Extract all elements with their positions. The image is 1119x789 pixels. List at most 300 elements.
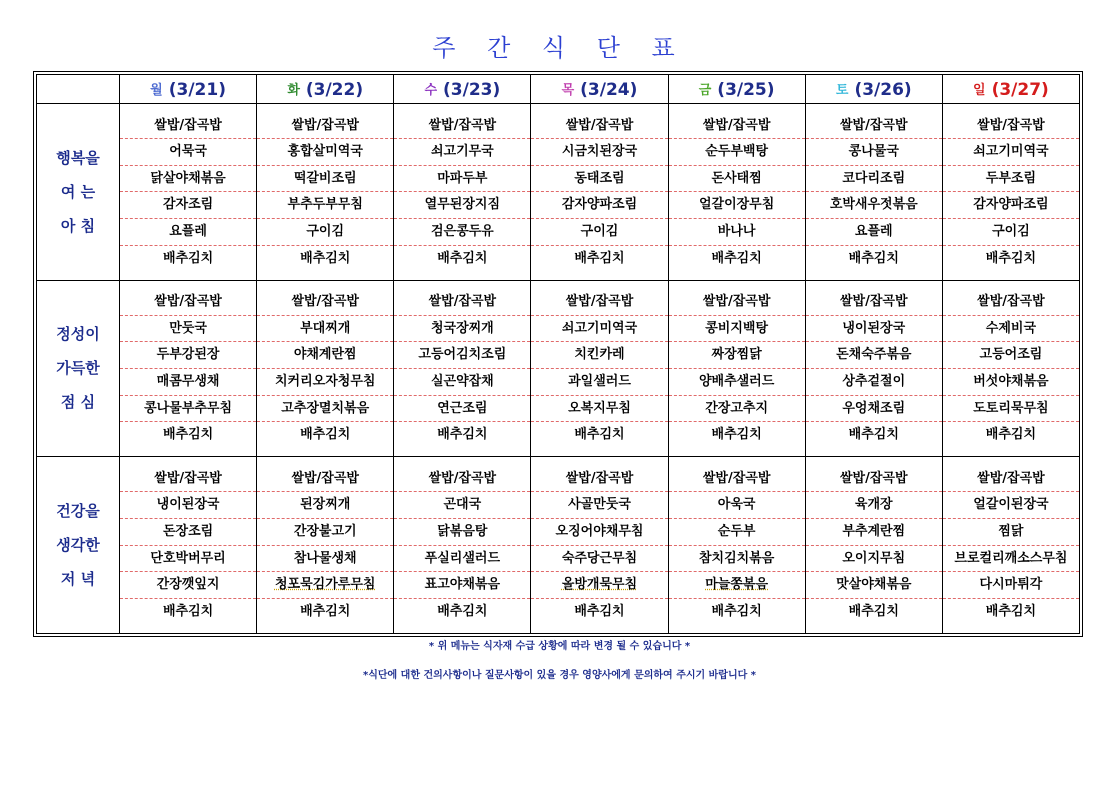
- menu-item: [806, 113, 942, 140]
- menu-item-text: 브로컬리깨소스무침: [954, 550, 1068, 566]
- menu-item: [943, 546, 1079, 573]
- day-date: (3/23): [443, 79, 501, 100]
- menu-item: [531, 519, 667, 546]
- menu-table-frame: [33, 71, 1083, 637]
- menu-item: [394, 192, 530, 219]
- menu-item-text: 배추김치: [848, 250, 899, 266]
- menu-item: [806, 192, 942, 219]
- menu-item-text: 배추김치: [162, 427, 214, 443]
- menu-item: [257, 139, 393, 166]
- menu-item-text: 올방개묵무침: [561, 577, 638, 593]
- menu-item: [120, 192, 256, 219]
- day-header-4: [668, 75, 805, 104]
- menu-cell: [257, 104, 394, 281]
- menu-item: [531, 289, 667, 316]
- menu-item: [120, 519, 256, 546]
- menu-item: [394, 519, 530, 546]
- menu-item: [531, 492, 667, 519]
- menu-cell: [942, 280, 1079, 457]
- day-date: (3/21): [168, 79, 226, 100]
- menu-item: [806, 166, 942, 193]
- menu-item-text: 육개장: [854, 497, 893, 513]
- weekly-menu-table: [36, 74, 1080, 634]
- menu-cell: [120, 457, 257, 634]
- menu-item: [669, 546, 805, 573]
- meal-row: [37, 457, 1080, 634]
- meal-label-line: 생각한: [56, 536, 100, 555]
- menu-item: [806, 422, 942, 448]
- menu-item-text: 부대찌개: [300, 320, 351, 336]
- menu-item: [120, 572, 256, 599]
- menu-item-text: 간장불고기: [293, 524, 357, 540]
- menu-item: [120, 139, 256, 166]
- menu-item-text: 얼갈이된장국: [973, 497, 1049, 513]
- menu-item-text: 바나나: [717, 223, 756, 239]
- menu-item: [806, 572, 942, 599]
- menu-item-text: 표고야채볶음: [424, 577, 501, 593]
- menu-item-text: 고등어조림: [979, 347, 1043, 363]
- menu-item: [531, 369, 667, 396]
- menu-item: [806, 599, 942, 625]
- menu-item: [669, 396, 805, 423]
- menu-item-text: 배추김치: [574, 427, 625, 443]
- menu-item-text: 쌀밥/잡곡밥: [154, 470, 222, 486]
- day-badge-icon: 일: [973, 82, 986, 98]
- menu-item-text: 쌀밥/잡곡밥: [428, 470, 497, 486]
- menu-item: [120, 246, 256, 272]
- menu-item: [669, 466, 805, 493]
- header-row: [37, 75, 1080, 104]
- menu-item-text: 쌀밥/잡곡밥: [840, 470, 908, 486]
- menu-item: [943, 599, 1079, 625]
- menu-cell: [805, 104, 942, 281]
- menu-item-text: 닭볶음탕: [437, 524, 488, 540]
- menu-item: [669, 519, 805, 546]
- menu-item-text: 두부조림: [985, 170, 1037, 186]
- menu-item: [394, 422, 530, 448]
- menu-item: [806, 139, 942, 166]
- menu-item-text: 쌀밥/잡곡밥: [840, 117, 908, 133]
- menu-item-text: 배추김치: [848, 603, 899, 619]
- menu-item: [394, 246, 530, 272]
- menu-item: [943, 422, 1079, 448]
- menu-item-text: 쌀밥/잡곡밥: [977, 294, 1045, 310]
- menu-item-text: 쇠고기미역국: [973, 144, 1049, 160]
- menu-item-text: 쇠고기무국: [430, 144, 494, 160]
- menu-item: [257, 519, 393, 546]
- menu-item: [806, 519, 942, 546]
- menu-item-text: 과일샐러드: [568, 373, 631, 389]
- menu-item-text: 냉이된장국: [842, 320, 906, 336]
- menu-item-text: 순두부: [717, 524, 756, 540]
- menu-item: [257, 246, 393, 272]
- menu-item-text: 코다리조림: [842, 170, 906, 186]
- menu-item-text: 배추김치: [574, 250, 625, 266]
- menu-item-text: 쌀밥/잡곡밥: [977, 117, 1045, 133]
- menu-item: [531, 396, 667, 423]
- menu-cell: [668, 280, 805, 457]
- menu-item: [943, 572, 1079, 599]
- day-badge-icon: 월: [150, 82, 163, 98]
- menu-item: [257, 492, 393, 519]
- menu-item: [120, 289, 256, 316]
- day-date: (3/27): [991, 79, 1049, 100]
- menu-item-text: 마늘쫑볶음: [705, 577, 769, 593]
- menu-item: [531, 246, 667, 272]
- menu-item: [120, 113, 256, 140]
- menu-item-text: 배추김치: [162, 603, 214, 619]
- menu-item-text: 부추계란찜: [842, 524, 906, 540]
- menu-item-text: 배추김치: [300, 427, 351, 443]
- menu-item: [943, 166, 1079, 193]
- menu-item-text: 배추김치: [300, 603, 351, 619]
- menu-item: [943, 492, 1079, 519]
- menu-cell: [394, 104, 531, 281]
- menu-item-text: 돈장조림: [162, 524, 214, 540]
- menu-item: [531, 316, 667, 343]
- menu-item-text: 오복지무침: [568, 400, 631, 416]
- menu-cell: [805, 280, 942, 457]
- menu-item-text: 치킨카레: [574, 347, 625, 363]
- menu-item: [257, 572, 393, 599]
- menu-item: [257, 342, 393, 369]
- menu-item: [806, 466, 942, 493]
- day-header-2: [394, 75, 531, 104]
- menu-item: [394, 396, 530, 423]
- menu-cell: [394, 280, 531, 457]
- day-header-1: [257, 75, 394, 104]
- menu-item-text: 연근조림: [437, 400, 488, 416]
- day-header-0: [120, 75, 257, 104]
- menu-item: [943, 113, 1079, 140]
- menu-item-text: 쌀밥/잡곡밥: [428, 117, 497, 133]
- day-date: (3/22): [305, 79, 364, 100]
- menu-item-text: 단호박버무리: [150, 550, 226, 566]
- menu-item: [257, 113, 393, 140]
- menu-item: [394, 113, 530, 140]
- menu-item-text: 쌀밥/잡곡밥: [291, 470, 359, 486]
- menu-item-text: 배추김치: [985, 603, 1037, 619]
- menu-item: [669, 422, 805, 448]
- menu-item-text: 쌀밥/잡곡밥: [702, 294, 771, 310]
- day-badge-icon: 토: [835, 82, 849, 98]
- menu-cell: [668, 104, 805, 281]
- meal-label-line: 행복을: [56, 148, 100, 167]
- menu-item: [120, 466, 256, 493]
- menu-item-text: 냉이된장국: [156, 497, 220, 513]
- menu-item: [943, 192, 1079, 219]
- menu-item-text: 짜장찜닭: [711, 347, 762, 363]
- menu-item: [531, 219, 667, 246]
- menu-item-text: 쌀밥/잡곡밥: [702, 470, 771, 486]
- menu-item: [669, 369, 805, 396]
- menu-item: [943, 139, 1079, 166]
- menu-item-text: 우엉채조림: [842, 400, 906, 416]
- meal-label-line: 저 녁: [60, 570, 96, 589]
- menu-item-text: 청포묵김가루무침: [274, 577, 376, 593]
- menu-item: [120, 546, 256, 573]
- menu-item-text: 쌀밥/잡곡밥: [565, 470, 634, 486]
- menu-item-text: 얼갈이장무침: [698, 197, 775, 213]
- menu-item-text: 만둣국: [169, 320, 207, 336]
- menu-item-text: 구이김: [580, 223, 619, 239]
- menu-item: [669, 192, 805, 219]
- menu-item-text: 홍합살미역국: [287, 144, 363, 160]
- menu-item-text: 구이김: [992, 223, 1030, 239]
- menu-item: [943, 316, 1079, 343]
- menu-item-text: 쌀밥/잡곡밥: [154, 117, 222, 133]
- menu-item: [943, 396, 1079, 423]
- menu-item: [257, 289, 393, 316]
- menu-item-text: 감자조림: [162, 197, 214, 213]
- menu-item-text: 콩나물부추무침: [144, 400, 233, 416]
- menu-item: [257, 369, 393, 396]
- menu-item: [257, 599, 393, 625]
- menu-item: [531, 599, 667, 625]
- menu-item-text: 배추김치: [300, 250, 351, 266]
- menu-item: [531, 422, 667, 448]
- menu-item-text: 버섯야채볶음: [973, 373, 1049, 389]
- meal-label-line: 가득한: [56, 359, 100, 378]
- menu-item: [943, 342, 1079, 369]
- menu-item: [120, 492, 256, 519]
- menu-item: [943, 289, 1079, 316]
- menu-item-text: 오징어야채무침: [555, 524, 644, 540]
- menu-item-text: 참치김치볶음: [698, 550, 775, 566]
- menu-item-text: 치커리오자청무침: [274, 373, 376, 389]
- menu-item: [531, 546, 667, 573]
- note-inquiry-notice: *식단에 대한 건의사항이나 질문사항이 있을 경우 영양사에게 문의하여 주시기 바랍니다 *: [362, 670, 757, 681]
- menu-item-text: 시금치된장국: [561, 144, 638, 160]
- day-badge-icon: 금: [698, 82, 712, 98]
- menu-item-text: 쇠고기미역국: [561, 320, 638, 336]
- menu-item-text: 다시마튀각: [979, 577, 1043, 593]
- menu-item: [394, 289, 530, 316]
- menu-item: [531, 166, 667, 193]
- menu-item-text: 맛살야채볶음: [836, 577, 912, 593]
- menu-item: [257, 396, 393, 423]
- meal-label-line: 건강을: [56, 502, 100, 521]
- menu-item: [120, 166, 256, 193]
- menu-item-text: 곤대국: [443, 497, 482, 513]
- meal-row: [37, 104, 1080, 281]
- menu-item-text: 쌀밥/잡곡밥: [840, 294, 908, 310]
- menu-item: [531, 139, 667, 166]
- menu-item: [806, 289, 942, 316]
- menu-cell: [805, 457, 942, 634]
- menu-item: [669, 139, 805, 166]
- menu-item-text: 배추김치: [711, 603, 762, 619]
- menu-item-text: 아욱국: [717, 497, 756, 513]
- menu-item-text: 푸실리샐러드: [424, 550, 501, 566]
- menu-item-text: 쌀밥/잡곡밥: [977, 470, 1045, 486]
- menu-item: [669, 289, 805, 316]
- menu-item: [531, 342, 667, 369]
- menu-item: [257, 219, 393, 246]
- menu-item: [943, 219, 1079, 246]
- day-header-3: [531, 75, 668, 104]
- menu-item: [120, 219, 256, 246]
- menu-item-text: 배추김치: [848, 427, 899, 443]
- menu-item-text: 동태조림: [574, 170, 625, 186]
- menu-item-text: 마파두부: [437, 170, 488, 186]
- menu-cell: [120, 104, 257, 281]
- menu-cell: [257, 457, 394, 634]
- menu-cell: [394, 457, 531, 634]
- menu-item-text: 요플레: [169, 223, 207, 239]
- menu-item-text: 호박새우젓볶음: [829, 197, 918, 213]
- menu-body: [37, 104, 1080, 634]
- menu-item: [120, 599, 256, 625]
- day-date: (3/26): [854, 79, 912, 100]
- menu-item-text: 배추김치: [437, 603, 488, 619]
- corner-cell: [37, 75, 120, 104]
- menu-item: [394, 139, 530, 166]
- menu-item: [669, 316, 805, 343]
- menu-item-text: 배추김치: [985, 427, 1037, 443]
- menu-item-text: 배추김치: [162, 250, 214, 266]
- menu-cell: [942, 457, 1079, 634]
- menu-item: [943, 466, 1079, 493]
- menu-item-text: 쌀밥/잡곡밥: [291, 117, 359, 133]
- day-badge-icon: 화: [287, 82, 300, 98]
- menu-item: [669, 342, 805, 369]
- menu-item: [394, 369, 530, 396]
- menu-item: [531, 466, 667, 493]
- menu-item-text: 열무된장지짐: [424, 197, 501, 213]
- menu-item-text: 감자양파조림: [561, 197, 638, 213]
- meal-label-line: 여 는: [60, 182, 96, 201]
- menu-item-text: 야채계란찜: [293, 347, 357, 363]
- menu-item: [806, 546, 942, 573]
- menu-item: [394, 546, 530, 573]
- menu-item: [806, 219, 942, 246]
- day-date: (3/25): [717, 79, 775, 100]
- menu-item-text: 돈채숙주볶음: [836, 347, 912, 363]
- menu-item: [257, 546, 393, 573]
- menu-item: [806, 316, 942, 343]
- menu-item: [943, 369, 1079, 396]
- menu-item: [394, 492, 530, 519]
- menu-item: [120, 342, 256, 369]
- menu-item-text: 콩비지백탕: [705, 320, 769, 336]
- menu-item: [806, 396, 942, 423]
- menu-item: [257, 166, 393, 193]
- menu-item-text: 부추두부무침: [287, 197, 363, 213]
- page-title: 주 간 식 단 표: [432, 34, 687, 62]
- menu-cell: [531, 104, 668, 281]
- menu-item: [943, 246, 1079, 272]
- menu-item-text: 순두부백탕: [705, 144, 769, 160]
- menu-item-text: 요플레: [854, 223, 893, 239]
- menu-item: [120, 422, 256, 448]
- menu-item: [394, 342, 530, 369]
- menu-item-text: 어묵국: [169, 144, 207, 160]
- menu-item: [120, 369, 256, 396]
- menu-item: [531, 113, 667, 140]
- menu-item: [394, 572, 530, 599]
- day-date: (3/24): [580, 79, 638, 100]
- meal-label: [37, 104, 120, 281]
- menu-item: [669, 166, 805, 193]
- menu-item-text: 배추김치: [711, 250, 762, 266]
- menu-item-text: 쌀밥/잡곡밥: [428, 294, 497, 310]
- day-header-5: [805, 75, 942, 104]
- menu-item: [806, 369, 942, 396]
- menu-item: [257, 316, 393, 343]
- notes: [0, 637, 1119, 681]
- menu-item-text: 쌀밥/잡곡밥: [702, 117, 771, 133]
- menu-item-text: 참나물생채: [293, 550, 357, 566]
- menu-item: [669, 113, 805, 140]
- menu-item-text: 배추김치: [437, 250, 488, 266]
- menu-item: [669, 572, 805, 599]
- menu-item: [120, 396, 256, 423]
- menu-item-text: 도토리묵무침: [973, 400, 1049, 416]
- menu-item-text: 매콤무생채: [156, 373, 220, 389]
- menu-cell: [531, 280, 668, 457]
- menu-item-text: 청국장찌개: [430, 320, 494, 336]
- menu-item-text: 배추김치: [437, 427, 488, 443]
- menu-item-text: 쌀밥/잡곡밥: [291, 294, 359, 310]
- menu-item-text: 양배추샐러드: [698, 373, 775, 389]
- menu-item: [806, 492, 942, 519]
- menu-item-text: 쌀밥/잡곡밥: [565, 117, 634, 133]
- menu-item-text: 찜닭: [998, 524, 1024, 540]
- menu-item-text: 쌀밥/잡곡밥: [154, 294, 222, 310]
- menu-item: [394, 166, 530, 193]
- menu-item-text: 간장고추지: [705, 400, 769, 416]
- menu-item-text: 고추장멸치볶음: [281, 400, 370, 416]
- menu-item: [669, 219, 805, 246]
- menu-item: [257, 466, 393, 493]
- menu-item: [531, 572, 667, 599]
- meal-row: [37, 280, 1080, 457]
- menu-item: [394, 599, 530, 625]
- menu-item-text: 수제비국: [985, 320, 1037, 336]
- day-badge-icon: 목: [561, 82, 575, 98]
- menu-item-text: 닭살야채볶음: [150, 170, 226, 186]
- menu-item: [943, 519, 1079, 546]
- menu-cell: [120, 280, 257, 457]
- meal-label-line: 아 침: [60, 216, 96, 235]
- menu-item-text: 사골만둣국: [568, 497, 631, 513]
- menu-item-text: 실곤약잡채: [430, 373, 494, 389]
- menu-item: [806, 246, 942, 272]
- menu-item: [257, 422, 393, 448]
- menu-item-text: 구이김: [306, 223, 345, 239]
- menu-item-text: 숙주당근무침: [561, 550, 638, 566]
- menu-item-text: 두부강된장: [156, 347, 220, 363]
- menu-item: [669, 246, 805, 272]
- menu-item-text: 콩나물국: [848, 144, 899, 160]
- menu-item: [669, 492, 805, 519]
- meal-label-line: 점 심: [60, 393, 96, 412]
- menu-item-text: 간장깻잎지: [156, 577, 220, 593]
- meal-label: [37, 280, 120, 457]
- menu-item: [257, 192, 393, 219]
- menu-item-text: 떡갈비조림: [293, 170, 357, 186]
- menu-item: [120, 316, 256, 343]
- menu-item-text: 돈사태찜: [711, 170, 762, 186]
- menu-item-text: 된장찌개: [300, 497, 351, 513]
- day-header-6: [942, 75, 1079, 104]
- menu-item-text: 배추김치: [574, 603, 625, 619]
- menu-item-text: 감자양파조림: [973, 197, 1049, 213]
- menu-item: [394, 466, 530, 493]
- note-change-notice: * 위 메뉴는 식자재 수급 상황에 따라 변경 될 수 있습니다 *: [428, 641, 691, 652]
- menu-item-text: 상추겉절이: [842, 373, 906, 389]
